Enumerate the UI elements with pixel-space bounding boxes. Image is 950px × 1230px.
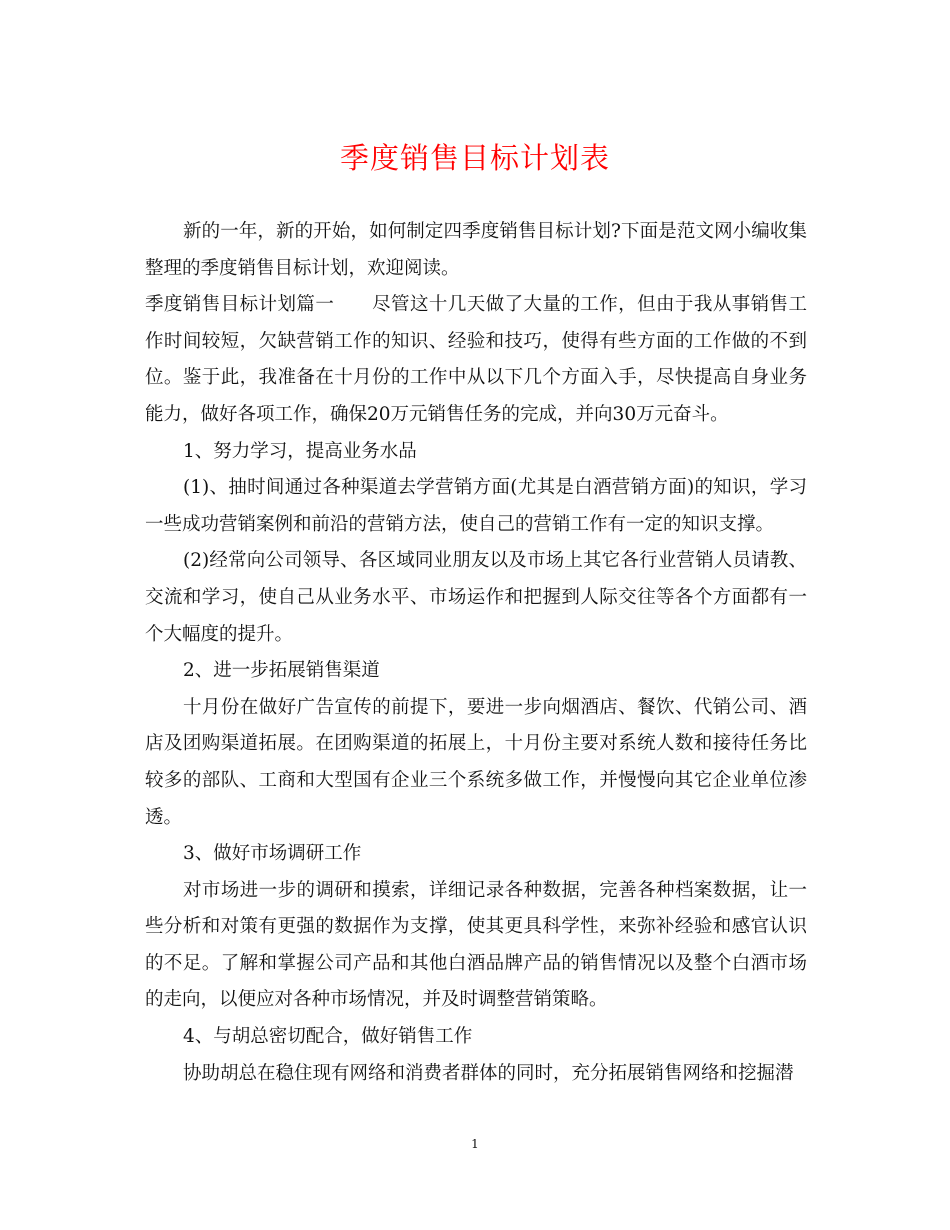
document-body (145, 214, 807, 1092)
paragraph: (2)经常向公司领导、各区域同业朋友以及市场上其它各行业营销人员请教、交流和学习，使自己从业务水平、市场运作和把握到人际交往等各个方面都有一个大幅度的提升。 (145, 550, 807, 645)
paragraph: 4、与胡总密切配合，做好销售工作 (183, 1026, 473, 1048)
paragraph: 协助胡总在稳住现有网络和消费者群体的同时，充分拓展销售网络和挖掘潜 (183, 1062, 794, 1084)
paragraph: 新的一年，新的开始，如何制定四季度销售目标计划?下面是范文网小编收集整理的季度销售目标计划，欢迎阅读。 (145, 221, 807, 279)
paragraph: 2、进一步拓展销售渠道 (183, 660, 380, 682)
paragraph: (1)、抽时间通过各种渠道去学营销方面(尤其是白酒营销方面)的知识，学习一些成功营销案例和前沿的营销方法，使自己的营销工作有一定的知识支撑。 (145, 477, 807, 535)
paragraph: 1、努力学习，提高业务水品 (183, 440, 417, 462)
paragraph: 3、做好市场调研工作 (183, 843, 362, 865)
document-title: 季度销售目标计划表 (339, 141, 610, 175)
paragraph: 十月份在做好广告宣传的前提下，要进一步向烟酒店、餐饮、代销公司、酒店及团购渠道拓展。在团购渠道的拓展上，十月份主要对系统人数和接待任务比较多的部队、工商和大型国有企业三个系统多做工作，并慢慢向其它企业单位渗透。 (145, 696, 807, 828)
paragraph: 对市场进一步的调研和摸索，详细记录各种数据，完善各种档案数据，让一些分析和对策有更强的数据作为支撑，使其更具科学性，来弥补经验和感官认识的不足。了解和掌握公司产品和其他白酒品牌产品的销售情况以及整个白酒市场的走向，以便应对各种市场情况，并及时调整营销策略。 (145, 879, 807, 1011)
page-number: 1 (471, 1137, 479, 1151)
paragraph: 季度销售目标计划篇一 尽管这十几天做了大量的工作，但由于我从事销售工作时间较短，欠缺营销工作的知识、经验和技巧，使得有些方面的工作做的不到位。鉴于此，我准备在十月份的工作中从以下几个方面入手，尽快提高自身业务能力，做好各项工作，确保20万元销售任务的完成，并向30万元奋斗。 (145, 294, 807, 425)
